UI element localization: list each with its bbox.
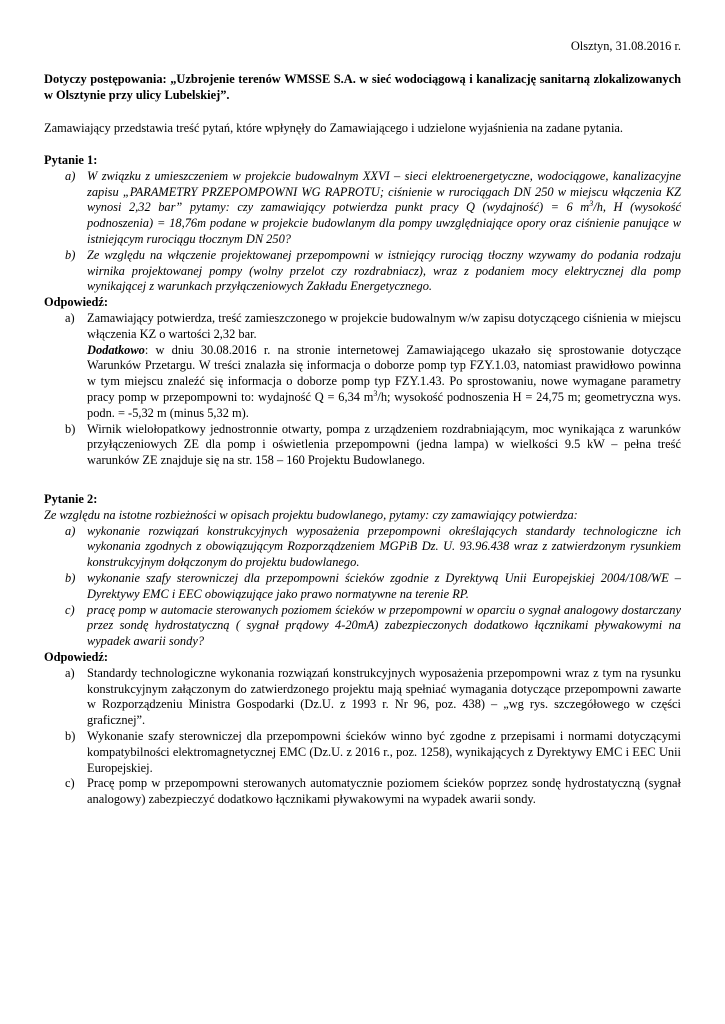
item-label: a) [65, 665, 75, 680]
item-label: a) [65, 310, 75, 325]
additional-note-text: : w dniu 30.08.2016 r. na stronie internetowej Zamawiającego ukazało się sprostowanie dotyczące Warunków Przetargu. W treści znalazła się informacja o doborze pomp typ FZY.1.03, natomiast prawidłowo powinna w tym miejscu znaleźć się informacja o doborze pomp typ FZY.1.43. Po sprostowaniu, nowe wymagane parametry pracy pomp w przepompowni to: wydajność Q = 6,34 m [87, 342, 681, 404]
additional-note-text-cont: /h; wysokość podnoszenia H = 24,75 m; geometryczna wys. podn. = -5,32 m (minus 5,32 m). [87, 389, 681, 420]
answer-1-title: Odpowiedź: [44, 295, 109, 310]
answer-1-item-a [44, 311, 681, 422]
item-label: b) [65, 728, 76, 743]
additional-note-label: Dodatkowo [87, 342, 145, 357]
item-label: a) [65, 168, 76, 183]
subject-line: Dotyczy postępowania: „Uzbrojenie terenów WMSSE S.A. w sieć wodociągową i kanalizację sanitarną zlokalizowanych w Olsztynie przy ulicy Lubelskiej”. [44, 72, 681, 102]
item-label: b) [65, 421, 76, 436]
item-label: b) [65, 570, 76, 585]
question-1-item-a [44, 169, 681, 248]
item-text-cont: /h, H (wysokość podnoszenia) = 18,76m podane w projekcie budowlanym dla pompy uwzględniające opory oraz ciśnienie panujące w istniejącym rurociągu tłocznym DN 250? [87, 200, 681, 246]
additional-note [87, 343, 681, 422]
item-label: c) [65, 776, 75, 791]
answer-2-item-c [44, 776, 681, 808]
document-date: Olsztyn, 31.08.2016 r. [570, 39, 681, 53]
item-text: Wirnik wielołopatkowy jednostronnie otwarty, pompa z urządzeniem rozdrabniającym, moc wynikająca z warunków przyłączeniowych ZE dla pomp i oświetlenia przepompowni (jedna lampa) w wielkości 9.5 kW – pełna treść warunków ZE znajduje się na str. 158 – 160 Projektu Budowlanego. [87, 421, 681, 468]
item-label: c) [65, 602, 75, 617]
item-text: Standardy technologiczne wykonania rozwiązań konstrukcyjnych wyposażenia przepompowni wraz z tym na rysunku konstrukcyjnym załączonym do zatwierdzonego projektu mają spełniać wymagania dotyczące przepompowni zawarte w Rozporządzeniu Ministra Gospodarki (Dz.U. z 1993 r. Nr 96, poz. 438) – „wg rys. szczegółowego w części graficznej”. [87, 665, 681, 728]
question-1-title: Pytanie 1: [44, 153, 98, 167]
item-text: wykonanie rozwiązań konstrukcyjnych wyposażenia przepompowni określających standardy technologiczne ich wykonania zgodnych z obowiązującym Rozporządzeniem MGPiB Dz. U. 93.96.438 wraz z zatwierdzonym rysunkiem konstrukcyjnym dołączonym do projektu budowlanego. [87, 523, 681, 570]
question-1-section [44, 153, 681, 469]
question-2-title: Pytanie 2: [44, 492, 98, 506]
item-text: Ze względu na włączenie projektowanej przepompowni w istniejący rurociąg tłoczny wzywamy do podania rodzaju wirnika projektowanej pompy (wolny przelot czy rozdrabniacz), wraz z podaniem mocy elektrycznej dla pomp wynikającej z warunkach przyłączeniowych Zakładu Energetycznego. [87, 247, 681, 294]
item-text: wykonanie szafy sterowniczej dla przepompowni ścieków zgodnie z Dyrektywą Unii Europejskiej 2004/108/WE – Dyrektywy EMC i EEC obowiązujące jako prawo normatywne na terenie RP. [87, 570, 681, 601]
question-2-item-a [44, 524, 681, 571]
question-1-item-b [44, 248, 681, 295]
answer-1-item-b [44, 422, 681, 469]
superscript: 3 [589, 199, 594, 209]
question-2-item-b [44, 571, 681, 603]
item-label: a) [65, 523, 76, 538]
item-label: b) [65, 247, 76, 262]
intro-paragraph: Zamawiający przedstawia treść pytań, które wpłynęły do Zamawiającego i udzielone wyjaśnienia na zadane pytania. [44, 121, 624, 135]
question-2-lead: Ze względu na istotne rozbieżności w opisach projektu budowlanego, pytamy: czy zamawiający potwierdza: [44, 507, 578, 522]
superscript: 3 [373, 388, 378, 398]
answer-2-item-b [44, 729, 681, 776]
answer-2-title: Odpowiedź: [44, 649, 109, 664]
item-text: Pracę pomp w przepompowni sterowanych automatycznie poziomem ścieków poprzez sondę hydrostatyczną (sygnał analogowy) zabezpieczyć dodatkowo łącznikami pływakowymi na wypadek awarii sondy. [87, 776, 681, 807]
answer-2-item-a [44, 666, 681, 729]
question-2-item-c [44, 603, 681, 650]
item-text: pracę pomp w automacie sterowanych poziomem ścieków w przepompowni w oparciu o sygnał analogowy dostarczany przez sondę hydrostatyczną ( sygnał prądowy 4-20mA) zabezpieczonych dodatkowo łącznikami pływakowymi na wypadek awarii sondy? [87, 602, 681, 649]
item-text: Zamawiający potwierdza, treść zamieszczonego w projekcie budowalnym w/w zapisu dotyczącego ciśnienia w miejscu włączenia KZ o wartości 2,32 bar. [87, 310, 681, 341]
question-2-section [44, 492, 681, 808]
item-text: W związku z umieszczeniem w projekcie budowalnym XXVI – sieci elektroenergetyczne, wodociągowe, kanalizacyjne zapisu „PARAMETRY PRZEPOMPOWNI WG RAPROTU; ciśnienie w rurociągach DN 250 w miejscu włączenia KZ wynosi 2,32 bar” pytamy: czy zamawiający potwierdza punkt pracy Q (wydajność) = 6 m [87, 168, 681, 215]
item-text: Wykonanie szafy sterowniczej dla przepompowni ścieków winno być zgodne z przepisami i normami dotyczącymi kompatybilności elektromagnetycznej EMC (Dz.U. z 2016 r., poz. 1258), wynikających z Dyrektywy EMC i EEC Unii Europejskiej. [87, 728, 681, 775]
